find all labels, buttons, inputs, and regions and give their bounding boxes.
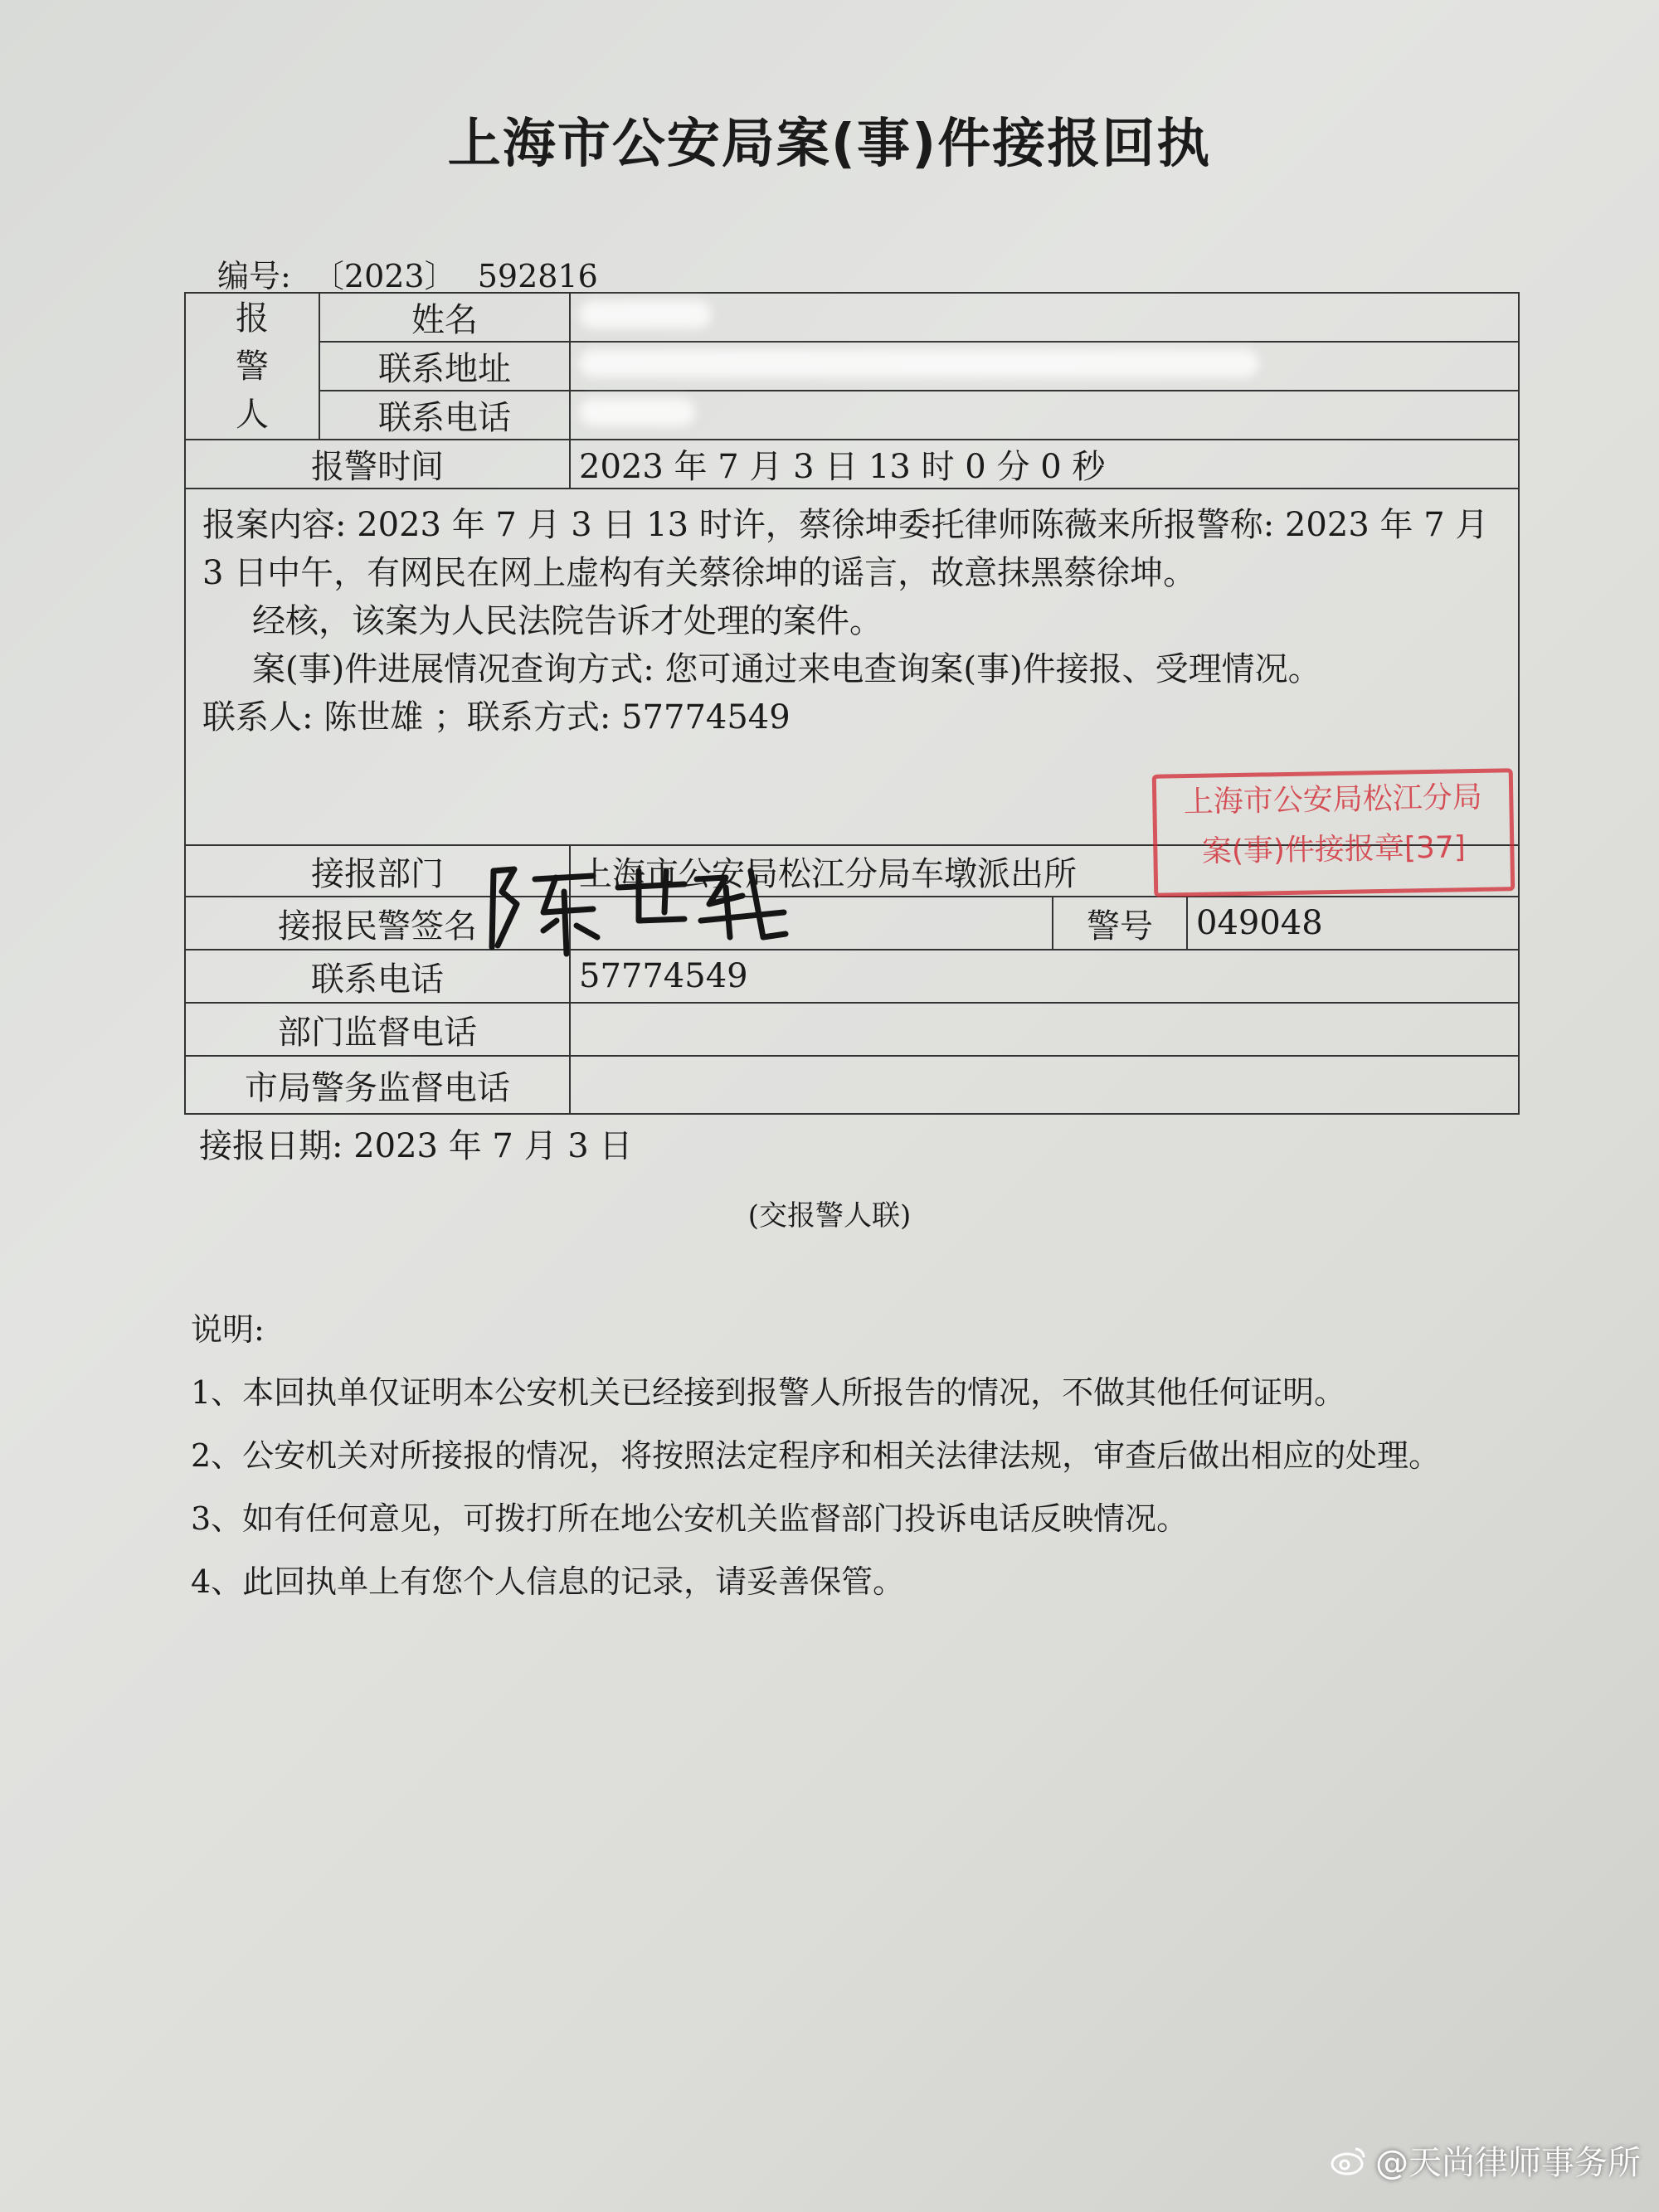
document-title: 上海市公安局案(事)件接报回执 (447, 114, 1212, 175)
note-item: 2、公安机关对所接报的情况，将按照法定程序和相关法律法规，审查后做出相应的处理。 (191, 1437, 1441, 1474)
weibo-watermark (1331, 2137, 1641, 2184)
name-label: 姓名 (319, 293, 570, 342)
contact-phone-value: 57774549 (570, 950, 1519, 1003)
city-supervision-label: 市局警务监督电话 (185, 1056, 570, 1114)
doc-number-year: 〔2023〕 (312, 258, 456, 294)
content-line-2: 经核，该案为人民法院告诉才处理的案件。 (252, 602, 883, 640)
stamp-line-1: 上海市公安局松江分局 (1183, 780, 1483, 820)
copy-label: (交报警人联) (747, 1199, 912, 1232)
stamp-line-2: 案(事)件接报章[37] (1201, 830, 1467, 869)
official-stamp (1152, 768, 1515, 897)
officer-sign-label: 接报民警签名 (185, 897, 570, 950)
note-item: 4、此回执单上有您个人信息的记录，请妥善保管。 (191, 1563, 905, 1600)
report-time-value: 2023 年 7 月 3 日 13 时 0 分 0 秒 (570, 440, 1519, 489)
report-date: 接报日期: 2023 年 7 月 3 日 (199, 1127, 633, 1165)
notes-section (191, 1298, 1440, 1613)
receipt-form (184, 292, 1520, 1115)
watermark-text: @天尚律师事务所 (1375, 2144, 1641, 2182)
weibo-icon (1331, 2146, 1367, 2176)
handwritten-signature (477, 854, 792, 962)
dept-supervision-label: 部门监督电话 (185, 1003, 570, 1056)
doc-number-label: 编号: (217, 258, 291, 294)
note-item: 1、本回执单仅证明本公安机关已经接到报警人所报告的情况，不做其他任何证明。 (191, 1374, 1346, 1411)
reporter-group-label: 报警人 (185, 293, 319, 440)
dept-supervision-value (570, 1003, 1519, 1056)
notes-heading: 说明: (191, 1311, 265, 1348)
address-value-redacted (570, 342, 1519, 391)
badge-label: 警号 (1053, 897, 1187, 950)
note-item: 3、如有任何意见，可拨打所在地公安机关监督部门投诉电话反映情况。 (191, 1500, 1189, 1537)
reporter-phone-redacted (570, 391, 1519, 440)
report-time-label: 报警时间 (185, 440, 570, 489)
address-label: 联系地址 (319, 342, 570, 391)
content-line-1: 报案内容: 2023 年 7 月 3 日 13 时许，蔡徐坤委托律师陈薇来所报警称: 2023 年 7 月 3 日中午，有网民在网上虚构有关蔡徐坤的谣言，故意抹黑蔡徐坤。 (202, 506, 1489, 592)
contact-phone-label: 联系电话 (185, 950, 570, 1003)
name-value-redacted (570, 293, 1519, 342)
badge-value: 049048 (1187, 897, 1519, 950)
dept-value: 上海市公安局松江分局车墩派出所 (570, 845, 1519, 897)
reporter-phone-label: 联系电话 (319, 391, 570, 440)
dept-label: 接报部门 (185, 845, 570, 897)
city-supervision-value (570, 1056, 1519, 1114)
content-contact: 联系人: 陈世雄 ；联系方式: 57774549 (202, 698, 791, 737)
content-line-3: 案(事)件进展情况查询方式: 您可通过来电查询案(事)件接报、受理情况。 (252, 650, 1321, 688)
document-number (217, 250, 610, 296)
doc-number-value: 592816 (477, 258, 598, 294)
